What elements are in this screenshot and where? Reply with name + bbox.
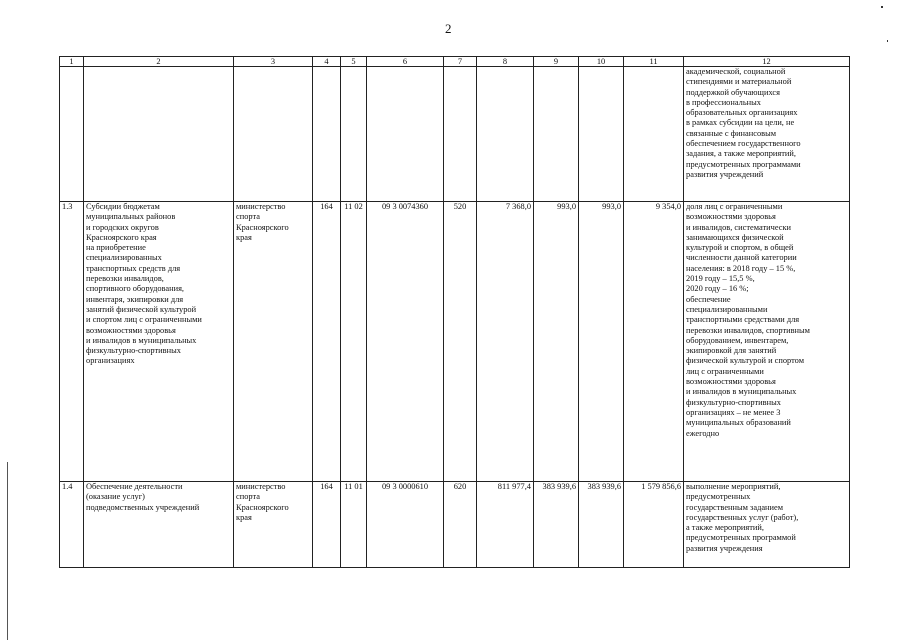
row-expense-type: 620 <box>444 482 477 568</box>
column-header: 8 <box>477 57 534 67</box>
row-number: 1.3 <box>60 202 84 482</box>
row-year2 <box>534 67 579 202</box>
table-row <box>60 67 850 202</box>
row-target-article: 09 3 0074360 <box>367 202 444 482</box>
scan-speck <box>881 6 883 8</box>
row-year1: 7 368,0 <box>477 202 534 482</box>
row-grbs: 164 <box>313 482 341 568</box>
row-section: 11 02 <box>341 202 367 482</box>
row-expense-type <box>444 67 477 202</box>
table-row <box>60 202 850 482</box>
page-number: 2 <box>445 21 452 36</box>
row-result: академической, социальной стипендиями и материальной поддержкой обучающихся в профессиональных образовательных организациях в рамках субсидии на цели, не связанные с финансовым обеспечением государственного задания, а также мероприятий, предусмотренных программами развития учреждений <box>684 67 850 202</box>
row-total: 1 579 856,6 <box>624 482 684 568</box>
row-total <box>624 67 684 202</box>
row-total: 9 354,0 <box>624 202 684 482</box>
row-name: Обеспечение деятельности (оказание услуг) подведомственных учреждений <box>84 482 234 568</box>
column-header: 3 <box>234 57 313 67</box>
row-section <box>341 67 367 202</box>
row-name: Субсидии бюджетам муниципальных районов и городских округов Красноярского края на приобретение специализированных транспортных средств для перевозки инвалидов, спортивного оборудования, инвентаря, экипировки для занятий физической культурой и спортом лиц с ограниченными возможностями здоровья и инвалидов в муниципальных физкультурно-спортивных организациях <box>84 202 234 482</box>
column-header: 10 <box>579 57 624 67</box>
table-row <box>60 482 850 568</box>
row-year3 <box>579 67 624 202</box>
column-header: 12 <box>684 57 850 67</box>
column-header: 4 <box>313 57 341 67</box>
row-grbs: 164 <box>313 202 341 482</box>
row-year2: 993,0 <box>534 202 579 482</box>
budget-table <box>59 56 850 568</box>
column-number-row <box>60 57 850 67</box>
row-target-article <box>367 67 444 202</box>
row-organization <box>234 67 313 202</box>
row-year1 <box>477 67 534 202</box>
row-year1: 811 977,4 <box>477 482 534 568</box>
row-number: 1.4 <box>60 482 84 568</box>
row-organization: министерство спорта Красноярского края <box>234 202 313 482</box>
column-header: 9 <box>534 57 579 67</box>
row-year3: 383 939,6 <box>579 482 624 568</box>
row-target-article: 09 3 0000610 <box>367 482 444 568</box>
row-year3: 993,0 <box>579 202 624 482</box>
column-header: 11 <box>624 57 684 67</box>
row-number <box>60 67 84 202</box>
scan-speck <box>887 40 888 42</box>
row-name <box>84 67 234 202</box>
row-expense-type: 520 <box>444 202 477 482</box>
column-header: 7 <box>444 57 477 67</box>
row-result: доля лиц с ограниченными возможностями здоровья и инвалидов, систематически занимающихся физической культурой и спортом, в общей численности данной категории населения: в 2018 году – 15 %, 2019 году – 15,5 %, 2020 году – 16 %; обеспечение специализированными транспортными средствами для перевозки инвалидов, спортивным оборудованием, инвентарем, экипировкой для занятий физической культурой и спортом лиц с ограниченными возможностями здоровья и инвалидов в муниципальных физкультурно-спортивных организациях – не менее 3 муниципальных образований ежегодно <box>684 202 850 482</box>
row-grbs <box>313 67 341 202</box>
row-year2: 383 939,6 <box>534 482 579 568</box>
column-header: 6 <box>367 57 444 67</box>
row-section: 11 01 <box>341 482 367 568</box>
scan-edge-line <box>7 462 8 640</box>
column-header: 2 <box>84 57 234 67</box>
row-organization: министерство спорта Красноярского края <box>234 482 313 568</box>
column-header: 5 <box>341 57 367 67</box>
row-result: выполнение мероприятий, предусмотренных государственным заданием государственных услуг (работ), а также мероприятий, предусмотренных программой развития учреждения <box>684 482 850 568</box>
column-header: 1 <box>60 57 84 67</box>
